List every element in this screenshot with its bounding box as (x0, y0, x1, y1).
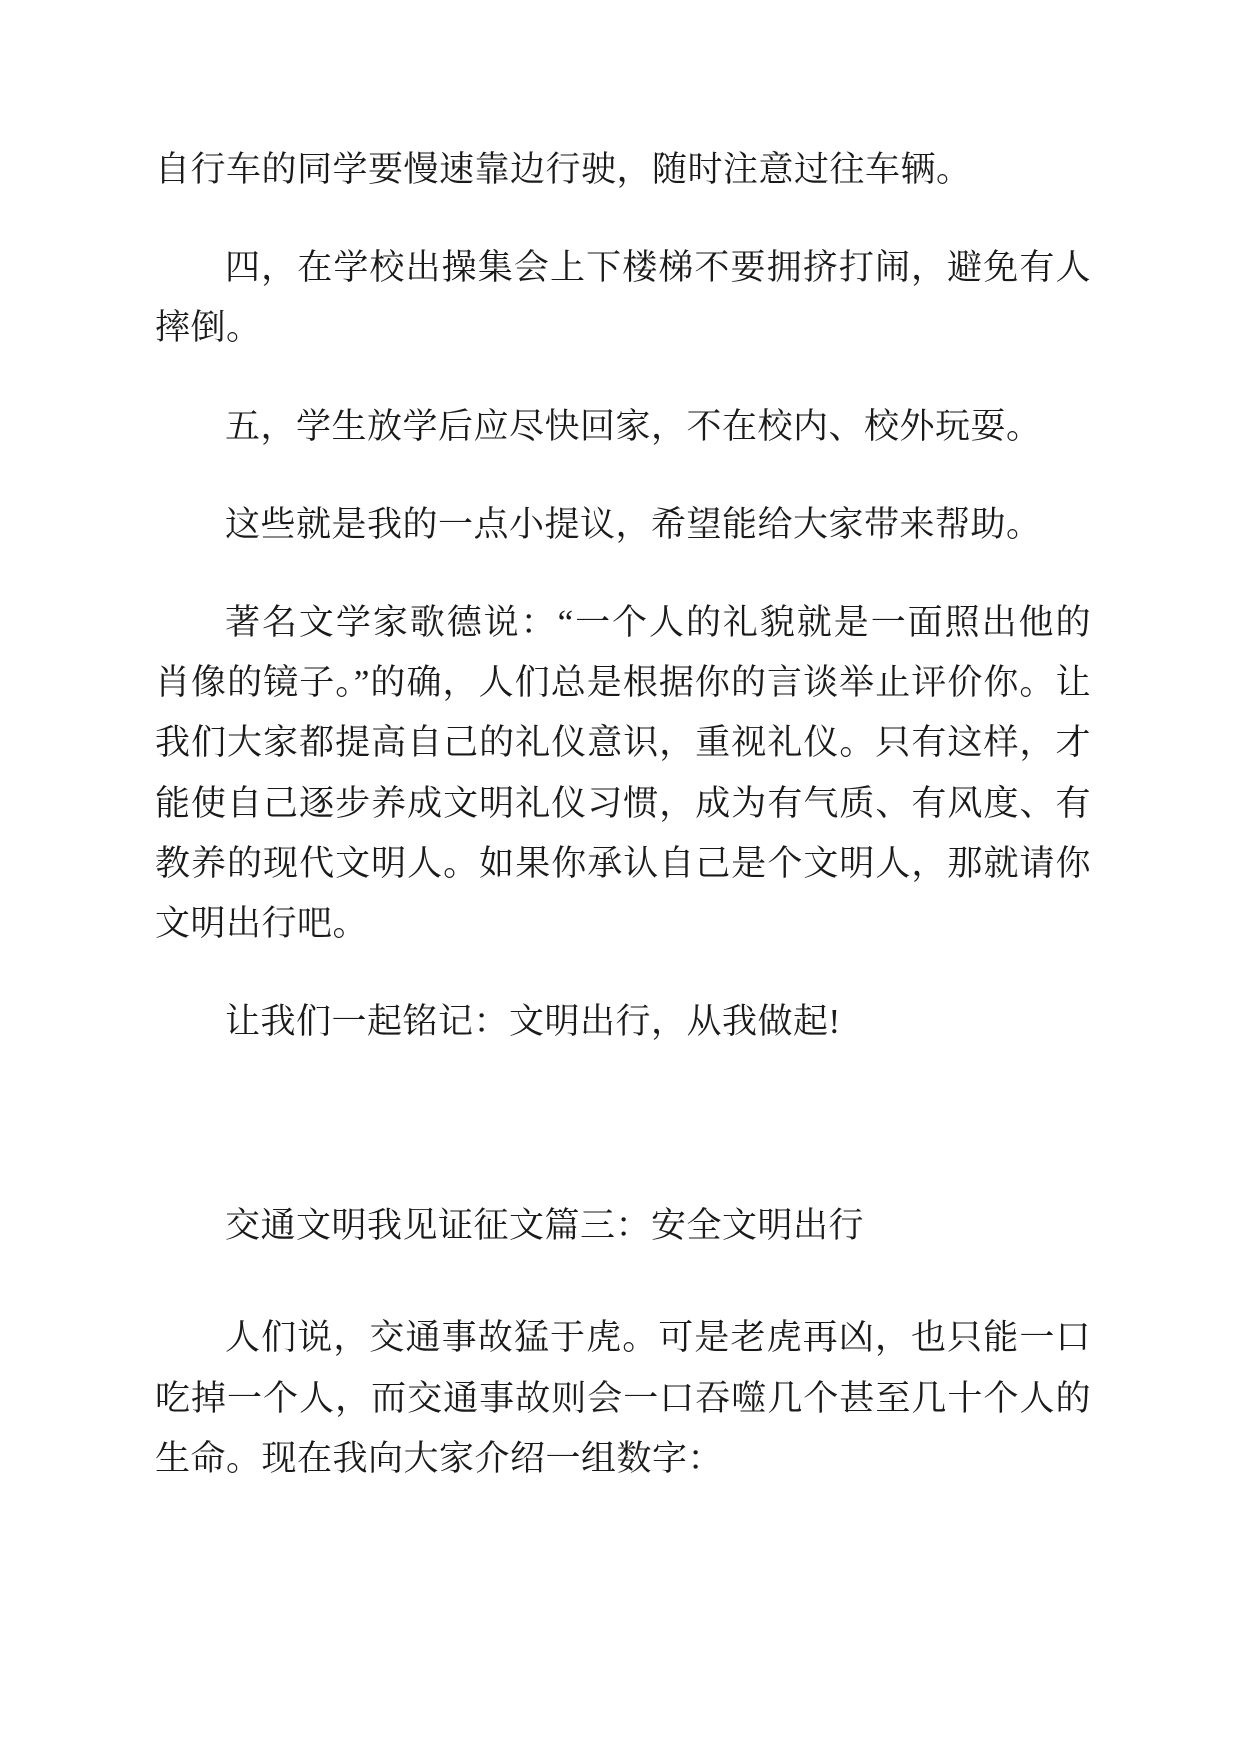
paragraph-section-heading: 交通文明我见证征文篇三：安全文明出行 (225, 1206, 865, 1246)
paragraph-rule-four: 四，在学校出操集会上下楼梯不要拥挤打闹，避免有人摔倒。 (155, 248, 1091, 348)
paragraph-goethe-quote: 著名文学家歌德说：“一个人的礼貌就是一面照出他的肖像的镜子。”的确，人们总是根据你的言谈举止评价你。让我们大家都提高自己的礼仪意识，重视礼仪。只有这样，才能使自己逐步养成文明礼仪习惯，成为有气质、有风度、有教养的现代文明人。如果你承认自己是个文明人，那就请你文明出行吧。 (155, 602, 1091, 943)
paragraph-bicycle-rule: 自行车的同学要慢速靠边行驶，随时注意过往车辆。 (155, 150, 972, 189)
section-spacer (155, 1090, 1091, 1136)
document-body (155, 140, 1091, 1489)
paragraph-rule-five: 五，学生放学后应尽快回家，不在校内、校外玩耍。 (225, 406, 1042, 446)
paragraph-traffic-accident-intro: 人们说，交通事故猛于虎。可是老虎再凶，也只能一口吃掉一个人，而交通事故则会一口吞噬几个甚至几十个人的生命。现在我向大家介绍一组数字： (155, 1318, 1091, 1478)
paragraph-suggestion-closing: 这些就是我的一点小提议，希望能给大家带来帮助。 (225, 504, 1042, 544)
paragraph-slogan: 让我们一起铭记：文明出行，从我做起! (225, 1002, 841, 1042)
